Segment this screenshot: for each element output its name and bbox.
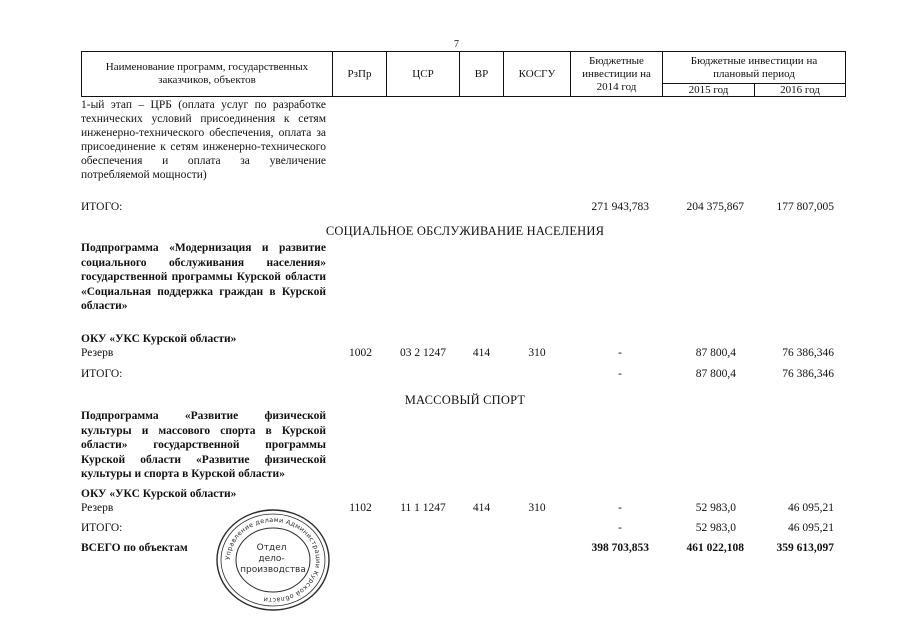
header-budget-planned: Бюджетные инвестиции на плановый период: [662, 51, 846, 84]
sport-total-2016: 46 095,21: [788, 522, 834, 534]
sport-row-2014: -: [618, 502, 622, 514]
section-sport-customer: ОКУ «УКС Курской области»: [81, 488, 237, 500]
sport-total-2014: -: [618, 522, 622, 534]
social-row-2015: 87 800,4: [695, 347, 736, 359]
social-row-2016: 76 386,346: [782, 347, 834, 359]
social-row-vr: 414: [472, 347, 491, 359]
header-kosgu: КОСГУ: [503, 51, 571, 97]
social-row-csr: 03 2 1247: [400, 347, 446, 359]
office-stamp: [214, 508, 332, 612]
svg-text:Отдел дело- произв: Отдел дело- производства: [240, 543, 306, 575]
header-csr: ЦСР: [386, 51, 460, 97]
social-total-2014: -: [618, 368, 622, 380]
header-year-2016: 2016 год: [754, 83, 846, 97]
header-name: Наименование программ, государственных заказчиков, объектов: [81, 51, 333, 97]
stamp-graphic: [214, 508, 332, 612]
sport-row-2015: 52 983,0: [695, 502, 736, 514]
social-row-2014: -: [618, 347, 622, 359]
stamp-ring-text: Управление делами Администрации Курской области: [223, 515, 323, 605]
header-budget-2014: Бюджетные инвестиции на 2014 год: [570, 51, 663, 97]
social-total-2015: 87 800,4: [695, 368, 736, 380]
social-total-2016: 76 386,346: [782, 368, 834, 380]
sport-row-kosgu: 310: [528, 502, 546, 514]
grand-total-2015: 461 022,108: [686, 542, 744, 554]
sport-total-2015: 52 983,0: [695, 522, 736, 534]
sport-total-label: ИТОГО:: [81, 522, 123, 534]
section-social-title: СОЦИАЛЬНОЕ ОБСЛУЖИВАНИЕ НАСЕЛЕНИЯ: [325, 224, 605, 238]
table-header: [81, 51, 846, 97]
section-social-subprogram: Подпрограмма «Модернизация и развитие социального обслуживания населения» государственной программы Курской области «Социальная поддержка граждан в Курской области»: [81, 242, 326, 312]
sport-row-vr: 414: [472, 502, 491, 514]
social-total-label: ИТОГО:: [81, 368, 123, 380]
social-row-kosgu: 310: [528, 347, 546, 359]
page-number: 7: [454, 39, 459, 50]
section-sport-title: МАССОВЫЙ СПОРТ: [404, 393, 526, 407]
grand-total-2016: 359 613,097: [776, 542, 834, 554]
grand-total-2014: 398 703,853: [591, 542, 649, 554]
header-year-2015: 2015 год: [662, 83, 755, 97]
sport-row-name: Резерв: [81, 502, 114, 514]
grand-total-label: ВСЕГО по объектам: [81, 542, 188, 554]
block1-total-2014: 271 943,783: [591, 201, 649, 213]
block1-description: 1-ый этап – ЦРБ (оплата услуг по разработке технических условий присоединения к сетям инженерно-технического обеспечения, оплата за присоединение к сетям инженерно-технического обеспечения и оплата за увеличение потребляемой мощности): [81, 99, 326, 181]
section-sport-subprogram: Подпрограмма «Развитие физической культуры и массового спорта в Курской области» государственной программы Курской области «Развитие физической культуры и спорта в Курской области»: [81, 410, 326, 480]
block1-total-2016: 177 807,005: [776, 201, 834, 213]
block1-total-2015: 204 375,867: [686, 201, 744, 213]
social-row-name: Резерв: [81, 347, 114, 359]
block1-total-label: ИТОГО:: [81, 201, 123, 213]
section-social-customer: ОКУ «УКС Курской области»: [81, 333, 237, 345]
sport-row-rzpr: 1102: [349, 502, 372, 514]
social-row-rzpr: 1002: [349, 347, 372, 359]
header-rzpr: РзПр: [332, 51, 387, 97]
header-vr: ВР: [459, 51, 504, 97]
sport-row-2016: 46 095,21: [788, 502, 834, 514]
sport-row-csr: 11 1 1247: [400, 502, 446, 514]
